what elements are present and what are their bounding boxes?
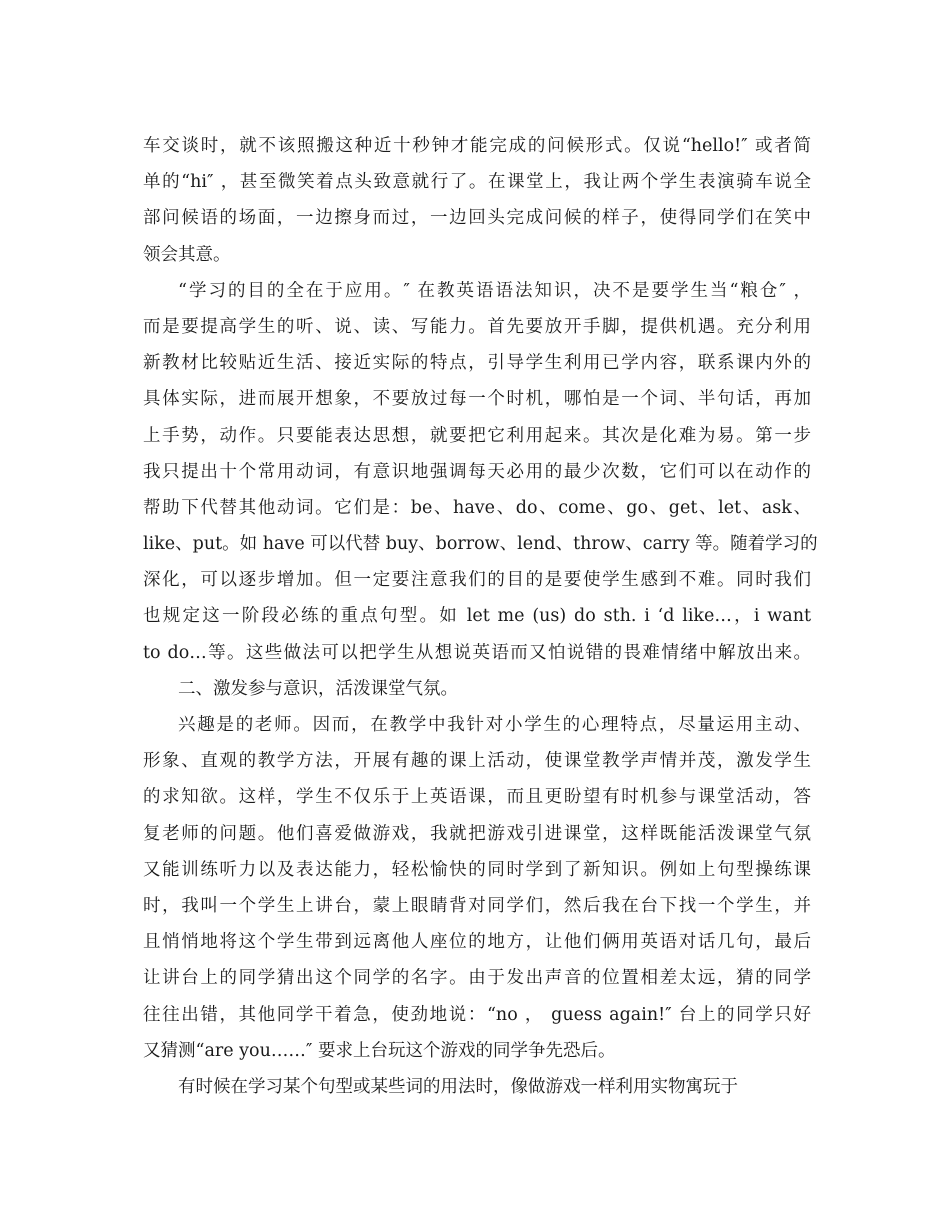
text-line: 复老师的问题。他们喜爱做游戏，我就把游戏引进课堂，这样既能活泼课堂气氛 (143, 823, 811, 844)
text-line: 领会其意。 (143, 244, 231, 265)
text-line: 部问候语的场面，一边擦身而过，一边回头完成问候的样子，使得同学们在笑中 (143, 208, 811, 229)
text-line: 往往出错，其他同学干着急，使劲地说：“no ， guess again!″ 台上的同学只好 (143, 1004, 811, 1025)
text-line: 深化，可以逐步增加。但一定要注意我们的目的是要使学生感到不难。同时我们 (143, 570, 811, 591)
text-line: 时，我叫一个学生上讲台，蒙上眼睛背对同学们，然后我在台下找一个学生，并 (143, 895, 811, 916)
text-line: 具体实际，进而展开想象，不要放过每一个时机，哪怕是一个词、半句话，再加 (143, 389, 811, 410)
text-line: 车交谈时，就不该照搬这种近十秒钟才能完成的问候形式。仅说“hello!″ 或者简 (143, 136, 811, 156)
text-line: 的求知欲。这样，学生不仅乐于上英语课，而且更盼望有时机参与课堂活动，答 (143, 787, 811, 808)
text-line: 上手势，动作。只要能表达思想，就要把它利用起来。其次是化难为易。第一步 (143, 425, 811, 446)
text-line: 帮助下代替其他动词。它们是：be、have、do、come、go、get、let、ask、 (143, 497, 811, 518)
section-heading: 二、激发参与意识，活泼课堂气氛。 (178, 678, 458, 699)
text-line: 单的“hi″ ，甚至微笑着点头致意就行了。在课堂上，我让两个学生表演骑车说全 (143, 172, 811, 193)
text-line: 而是要提高学生的听、说、读、写能力。首先要放开手脚，提供机遇。充分利用 (143, 316, 811, 337)
text-line: 且悄悄地将这个学生带到远离他人座位的地方，让他们俩用英语对话几句，最后 (143, 932, 811, 953)
text-line: 我只提出十个常用动词，有意识地强调每天必用的最少次数，它们可以在动作的 (143, 461, 811, 482)
paragraph-first-line: 兴趣是的老师。因而，在教学中我针对小学生的心理特点，尽量运用主动、 (178, 715, 811, 735)
text-line: 形象、直观的教学方法，开展有趣的课上活动，使课堂教学声情并茂，激发学生 (143, 751, 811, 772)
text-line: like、put。如 have 可以代替 buy、borrow、lend、throw、carry 等。随着学习的 (143, 534, 818, 555)
paragraph-first-line: “学习的目的全在于应用。″ 在教英语语法知识，决不是要学生当“粮仓″ ， (178, 280, 811, 301)
text-line: 又能训练听力以及表达能力，轻松愉快的同时学到了新知识。例如上句型操练课 (143, 859, 811, 880)
text-line: 又猜测“are you……″ 要求上台玩这个游戏的同学争先恐后。 (143, 1040, 616, 1061)
text-line: to do…等。这些做法可以把学生从想说英语而又怕说错的畏难情绪中解放出来。 (143, 642, 811, 663)
text-line: 新教材比较贴近生活、接近实际的特点，引导学生利用已学内容，联系课内外的 (143, 353, 811, 374)
paragraph-first-line: 有时候在学习某个句型或某些词的用法时，像做游戏一样利用实物寓玩于 (178, 1076, 738, 1097)
text-line: 也规定这一阶段必练的重点句型。如 let me (us) do sth. i ‘d like…，i want (143, 606, 811, 627)
text-line: 让讲台上的同学猜出这个同学的名字。由于发出声音的位置相差太远，猜的同学 (143, 968, 811, 989)
document-body (143, 128, 818, 1105)
